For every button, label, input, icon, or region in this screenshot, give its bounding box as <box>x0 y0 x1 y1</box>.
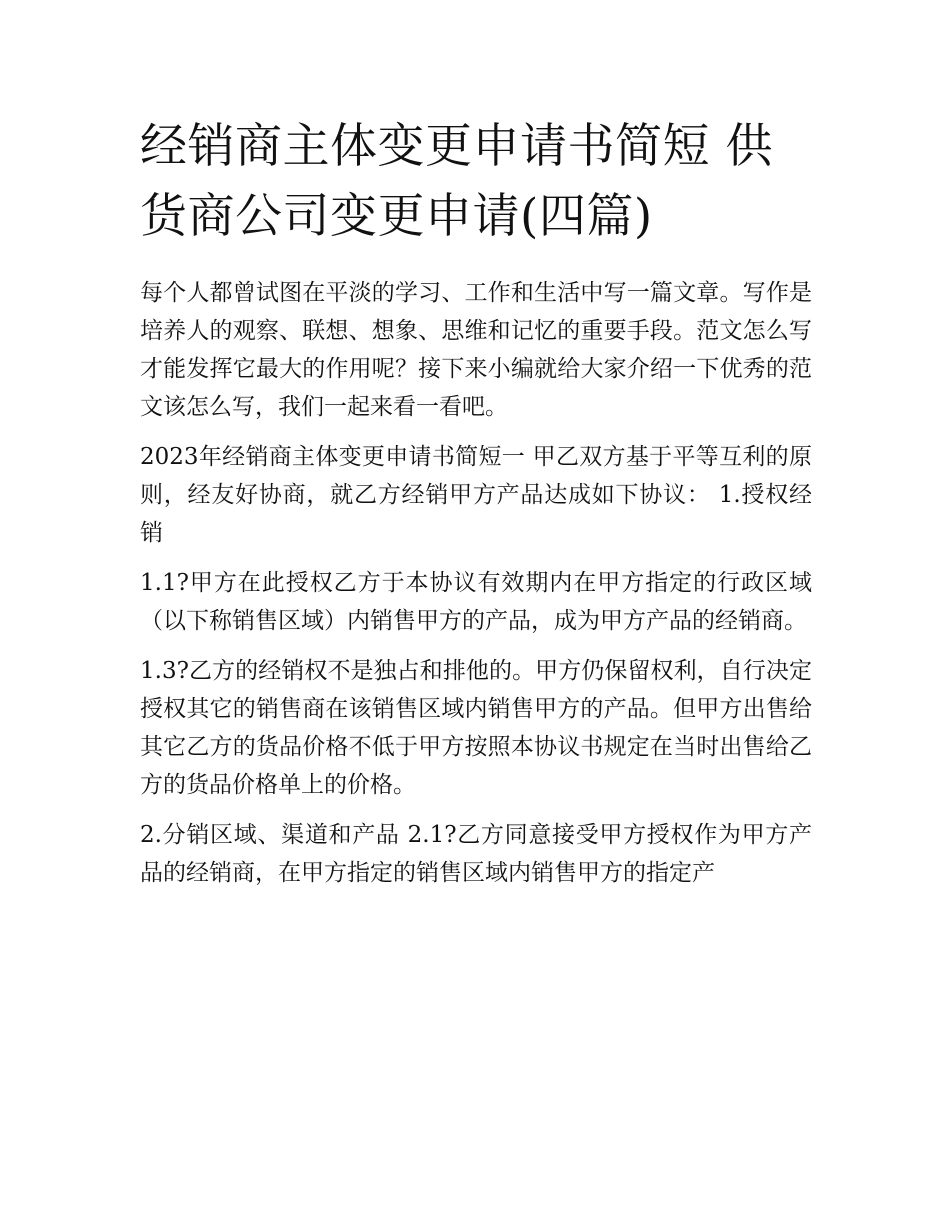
document-title: 经销商主体变更申请书简短 供货商公司变更申请(四篇) <box>140 119 773 244</box>
paragraph-clause-1-1: 1.1?甲方在此授权乙方于本协议有效期内在甲方指定的行政区域（以下称销售区域）内销售甲方的产品，成为甲方产品的经销商。 <box>140 570 812 634</box>
paragraph-agreement-intro: 2023年经销商主体变更申请书简短一 甲乙双方基于平等互利的原则，经友好协商，就乙方经销甲方产品达成如下协议： 1.授权经销 <box>140 444 812 546</box>
document-body <box>140 112 812 892</box>
paragraph-clause-2: 2.分销区域、渠道和产品 2.1?乙方同意接受甲方授权作为甲方产品的经销商，在甲方指定的销售区域内销售甲方的指定产 <box>140 822 812 886</box>
paragraph-clause-1-3: 1.3?乙方的经销权不是独占和排他的。甲方仍保留权利，自行决定授权其它的销售商在该销售区域内销售甲方的产品。但甲方出售给其它乙方的货品价格不低于甲方按照本协议书规定在当时出售给乙方的货品价格单上的价格。 <box>140 658 812 798</box>
paragraph-intro: 每个人都曾试图在平淡的学习、工作和生活中写一篇文章。写作是培养人的观察、联想、想象、思维和记忆的重要手段。范文怎么写才能发挥它最大的作用呢？接下来小编就给大家介绍一下优秀的范文该怎么写，我们一起来看一看吧。 <box>140 280 812 420</box>
